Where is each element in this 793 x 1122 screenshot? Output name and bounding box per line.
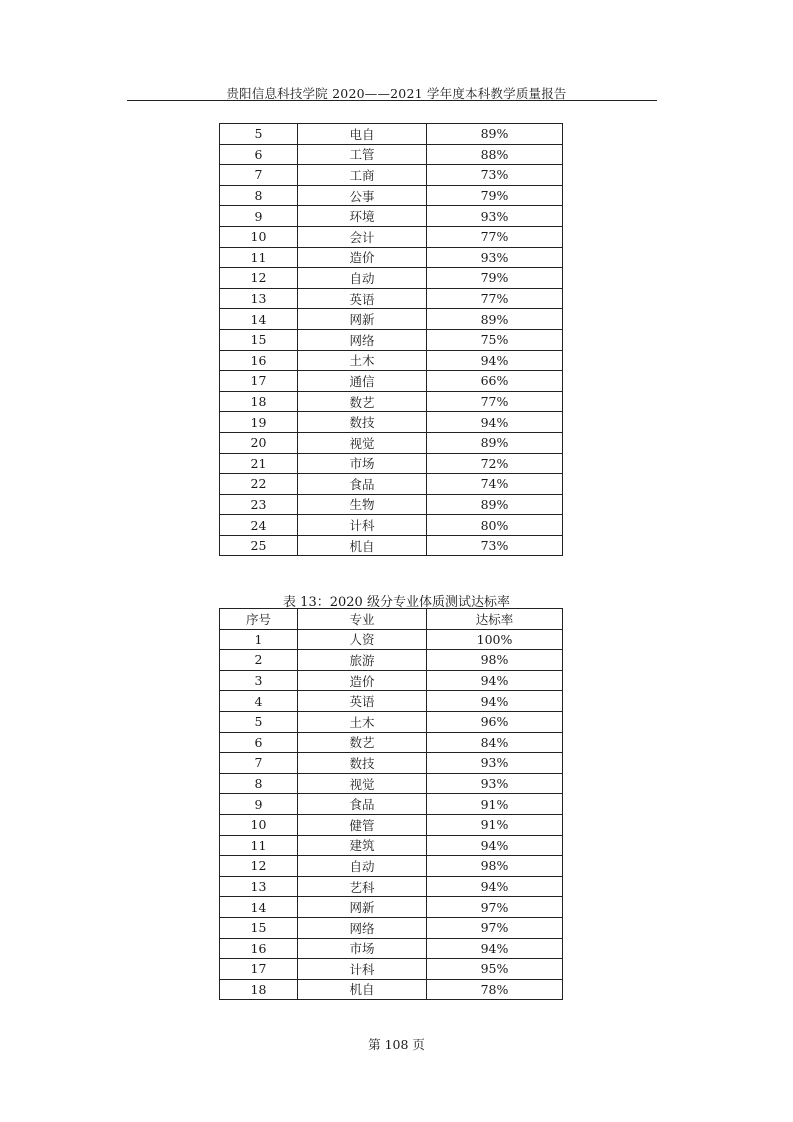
row-index-cell: 23 [220,494,298,515]
pass-rate-cell: 93% [427,206,563,227]
major-name-cell: 市场 [298,453,427,474]
major-name-cell: 数技 [298,753,427,774]
major-name-cell: 建筑 [298,835,427,856]
major-name-cell: 计科 [298,959,427,980]
pass-rate-cell: 89% [427,432,563,453]
pass-rate-cell: 72% [427,453,563,474]
major-name-cell: 英语 [298,691,427,712]
major-name-cell: 自动 [298,268,427,289]
table-row [220,794,563,815]
major-name-cell: 视觉 [298,773,427,794]
pass-rate-cell: 97% [427,917,563,938]
pass-rate-cell: 73% [427,165,563,186]
table-row [220,650,563,671]
row-index-cell: 7 [220,165,298,186]
table-row [220,856,563,877]
table-row [220,938,563,959]
pass-rate-cell: 84% [427,732,563,753]
pass-rate-cell: 73% [427,535,563,556]
header-rule [127,100,657,101]
table-13-body [220,629,563,1000]
table-row [220,711,563,732]
major-name-cell: 土木 [298,350,427,371]
table-row [220,350,563,371]
major-name-cell: 机自 [298,535,427,556]
table-row [220,773,563,794]
major-name-cell: 市场 [298,938,427,959]
pass-rate-cell: 100% [427,629,563,650]
table-row [220,474,563,495]
pass-rate-cell: 95% [427,959,563,980]
row-index-cell: 3 [220,670,298,691]
table-row [220,268,563,289]
row-index-cell: 16 [220,938,298,959]
table-continued-body [220,124,563,556]
pass-rate-cell: 77% [427,288,563,309]
row-index-cell: 21 [220,453,298,474]
row-index-cell: 10 [220,226,298,247]
row-index-cell: 18 [220,979,298,1000]
table-row [220,371,563,392]
pass-rate-cell: 94% [427,691,563,712]
table-row [220,515,563,536]
table-header-row [220,609,563,630]
major-name-cell: 自动 [298,856,427,877]
row-index-cell: 22 [220,474,298,495]
row-index-cell: 8 [220,185,298,206]
pass-rate-cell: 91% [427,794,563,815]
table-row [220,165,563,186]
row-index-cell: 17 [220,959,298,980]
table-row [220,670,563,691]
major-name-cell: 机自 [298,979,427,1000]
table-row [220,535,563,556]
row-index-cell: 19 [220,412,298,433]
major-name-cell: 人资 [298,629,427,650]
pass-rate-cell: 88% [427,144,563,165]
row-index-cell: 14 [220,309,298,330]
table-row [220,876,563,897]
pass-rate-cell: 96% [427,711,563,732]
major-name-cell: 艺科 [298,876,427,897]
row-index-cell: 18 [220,391,298,412]
row-index-cell: 11 [220,835,298,856]
major-name-cell: 造价 [298,247,427,268]
pass-rate-cell: 94% [427,670,563,691]
table-row [220,144,563,165]
page-number: 第 108 页 [368,1037,425,1052]
major-name-cell: 网新 [298,309,427,330]
pass-rate-cell: 77% [427,391,563,412]
row-index-cell: 6 [220,144,298,165]
row-index-cell: 13 [220,288,298,309]
pass-rate-cell: 77% [427,226,563,247]
table-row [220,453,563,474]
pass-rate-cell: 94% [427,350,563,371]
table-row [220,206,563,227]
pass-rate-cell: 98% [427,650,563,671]
pass-rate-cell: 98% [427,856,563,877]
major-name-cell: 通信 [298,371,427,392]
row-index-cell: 25 [220,535,298,556]
row-index-cell: 12 [220,268,298,289]
pass-rate-cell: 91% [427,814,563,835]
table-row [220,917,563,938]
row-index-cell: 15 [220,917,298,938]
major-name-cell: 旅游 [298,650,427,671]
row-index-cell: 16 [220,350,298,371]
table-row [220,835,563,856]
major-name-cell: 网络 [298,329,427,350]
pass-rate-cell: 79% [427,185,563,206]
major-name-cell: 数技 [298,412,427,433]
row-index-cell: 17 [220,371,298,392]
table-row [220,814,563,835]
row-index-cell: 13 [220,876,298,897]
major-name-cell: 数艺 [298,732,427,753]
row-index-cell: 9 [220,206,298,227]
pass-rate-cell: 94% [427,938,563,959]
pass-rate-cell: 94% [427,412,563,433]
table-row [220,185,563,206]
major-name-cell: 视觉 [298,432,427,453]
major-name-cell: 公事 [298,185,427,206]
pass-rate-cell: 78% [427,979,563,1000]
major-name-cell: 造价 [298,670,427,691]
column-header-rate: 达标率 [427,609,563,630]
major-name-cell: 计科 [298,515,427,536]
pass-rate-cell: 80% [427,515,563,536]
pass-rate-cell: 94% [427,876,563,897]
table-row [220,309,563,330]
table-row [220,732,563,753]
table-row [220,432,563,453]
major-name-cell: 会计 [298,226,427,247]
row-index-cell: 10 [220,814,298,835]
major-name-cell: 环境 [298,206,427,227]
table-13-caption: 表 13：2020 级分专业体质测试达标率 [283,595,510,610]
row-index-cell: 9 [220,794,298,815]
table-row [220,247,563,268]
table-13 [219,608,563,1000]
pass-rate-cell: 89% [427,494,563,515]
table-row [220,959,563,980]
row-index-cell: 5 [220,124,298,145]
table-row [220,124,563,145]
row-index-cell: 5 [220,711,298,732]
pass-rate-cell: 89% [427,309,563,330]
table-row [220,226,563,247]
major-name-cell: 健管 [298,814,427,835]
row-index-cell: 7 [220,753,298,774]
table-row [220,979,563,1000]
table-row [220,329,563,350]
table-row [220,629,563,650]
pass-rate-cell: 93% [427,753,563,774]
table-row [220,897,563,918]
major-name-cell: 生物 [298,494,427,515]
page-header: 贵阳信息科技学院 2020——2021 学年度本科教学质量报告 [226,86,567,101]
pass-rate-cell: 93% [427,247,563,268]
row-index-cell: 20 [220,432,298,453]
major-name-cell: 英语 [298,288,427,309]
major-name-cell: 数艺 [298,391,427,412]
pass-rate-cell: 93% [427,773,563,794]
pass-rate-cell: 89% [427,124,563,145]
major-name-cell: 工管 [298,144,427,165]
pass-rate-cell: 94% [427,835,563,856]
row-index-cell: 12 [220,856,298,877]
row-index-cell: 15 [220,329,298,350]
pass-rate-cell: 74% [427,474,563,495]
row-index-cell: 14 [220,897,298,918]
table-row [220,391,563,412]
table-row [220,691,563,712]
row-index-cell: 1 [220,629,298,650]
row-index-cell: 4 [220,691,298,712]
table-row [220,753,563,774]
pass-rate-cell: 97% [427,897,563,918]
row-index-cell: 11 [220,247,298,268]
major-name-cell: 网络 [298,917,427,938]
row-index-cell: 6 [220,732,298,753]
major-name-cell: 土木 [298,711,427,732]
major-name-cell: 食品 [298,794,427,815]
table-row [220,288,563,309]
row-index-cell: 2 [220,650,298,671]
major-name-cell: 食品 [298,474,427,495]
table-continued [219,123,563,556]
major-name-cell: 网新 [298,897,427,918]
table-row [220,494,563,515]
pass-rate-cell: 66% [427,371,563,392]
row-index-cell: 24 [220,515,298,536]
row-index-cell: 8 [220,773,298,794]
table-row [220,412,563,433]
pass-rate-cell: 75% [427,329,563,350]
pass-rate-cell: 79% [427,268,563,289]
major-name-cell: 工商 [298,165,427,186]
major-name-cell: 电自 [298,124,427,145]
column-header-index: 序号 [220,609,298,630]
column-header-major: 专业 [298,609,427,630]
